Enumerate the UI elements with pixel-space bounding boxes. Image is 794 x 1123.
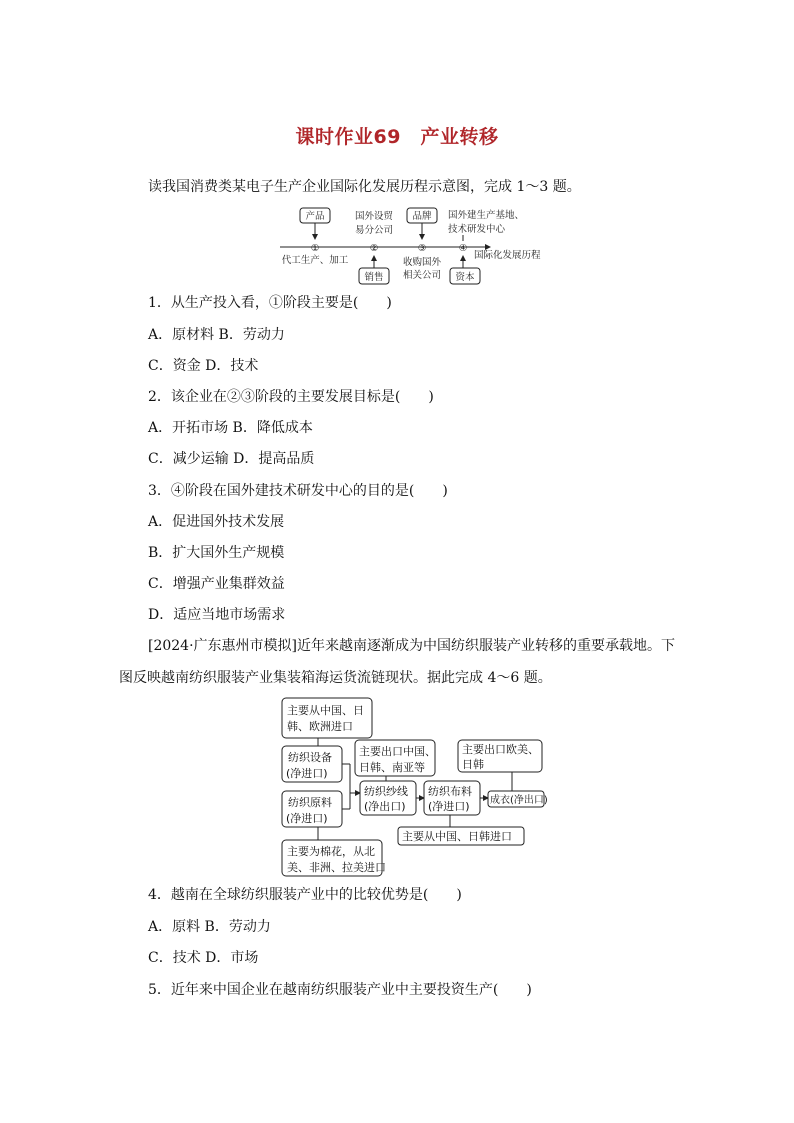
q5-stem: 5．近年来中国企业在越南纺织服装产业中主要投资生产( ) [148, 982, 532, 998]
q1-options-cd: C．资金 D．技术 [148, 358, 259, 374]
product-label: 产品 [305, 211, 325, 222]
equipment-line2: (净进口) [286, 767, 328, 780]
note-oem: 代工生产、加工 [281, 255, 349, 266]
stage-1: ① [310, 243, 320, 254]
q4-stem: 4．越南在全球纺织服装产业中的比较优势是( ) [148, 887, 462, 903]
stage-3: ③ [417, 243, 427, 254]
intro-questions-4-6: [2024·广东惠州市模拟]近年来越南逐渐成为中国纺织服装产业转移的重要承载地。下图反映越南纺织服装产业集装箱海运货流链现状。据此完成 4～6 题。 [119, 638, 676, 686]
fabric-line1: 纺织布料 [428, 785, 472, 798]
page-title: 课时作业69 产业转移 [295, 126, 499, 148]
note-trade-line2: 易分公司 [354, 225, 394, 236]
clothes-label: 成衣(净出口) [490, 795, 548, 806]
yarn-line1: 纺织纱线 [364, 785, 408, 798]
q3-option-c: C．增强产业集群效益 [148, 576, 285, 592]
clothing-export-line1: 主要出口欧美、 [462, 743, 539, 756]
import-source-line2: 韩、欧洲进口 [287, 720, 353, 733]
clothing-export-line2: 日韩 [462, 758, 484, 771]
yarn-line2: (净出口) [364, 800, 406, 813]
q3-option-d: D．适应当地市场需求 [148, 607, 286, 623]
fabric-source-text: 主要从中国、日韩进口 [402, 830, 512, 843]
q2-options-ab: A．开拓市场 B．降低成本 [148, 420, 313, 436]
cotton-source-line1: 主要为棉花，从北 [287, 845, 375, 858]
sales-label: 销售 [364, 272, 384, 283]
q3-option-b: B．扩大国外生产规模 [148, 545, 285, 561]
raw-materials-line2: (净进口) [286, 812, 328, 825]
q1-stem: 1．从生产投入看，①阶段主要是( ) [148, 295, 392, 311]
q2-options-cd: C．减少运输 D．提高品质 [148, 451, 315, 467]
q4-options-cd: C．技术 D．市场 [148, 950, 259, 966]
note-base-line1: 国外建生产基地、 [448, 210, 525, 221]
q3-stem: 3．④阶段在国外建技术研发中心的目的是( ) [148, 483, 448, 499]
q3-option-a: A．促进国外技术发展 [148, 514, 285, 530]
textile-flow-diagram [278, 695, 548, 880]
yarn-export-line1: 主要出口中国、 [359, 745, 436, 758]
capital-label: 资本 [455, 272, 475, 283]
q4-options-ab: A．原料 B．劳动力 [148, 919, 271, 935]
stage-2: ② [369, 243, 379, 254]
note-acq-line2: 相关公司 [402, 270, 442, 281]
import-source-line1: 主要从中国、日 [287, 704, 364, 717]
q2-stem: 2．该企业在②③阶段的主要发展目标是( ) [148, 389, 434, 405]
note-trade-line1: 国外设贸 [354, 211, 394, 222]
fabric-line2: (净进口) [428, 800, 470, 813]
yarn-export-line2: 日韩、南亚等 [359, 761, 425, 774]
note-acq-line1: 收购国外 [402, 257, 442, 268]
brand-label: 品牌 [412, 211, 432, 222]
note-base-line2: 技术研发中心 [448, 224, 506, 235]
intro-questions-1-3: 读我国消费类某电子生产企业国际化发展历程示意图，完成 1～3 题。 [148, 179, 581, 195]
cotton-source-line2: 美、非洲、拉美进口 [287, 861, 386, 874]
equipment-line1: 纺织设备 [288, 751, 332, 764]
internationalization-diagram [270, 205, 550, 287]
axis-label: 国际化发展历程 [474, 250, 541, 261]
q1-options-ab: A．原材料 B．劳动力 [148, 327, 285, 343]
raw-materials-line1: 纺织原料 [288, 796, 332, 809]
stage-4: ④ [458, 243, 468, 254]
